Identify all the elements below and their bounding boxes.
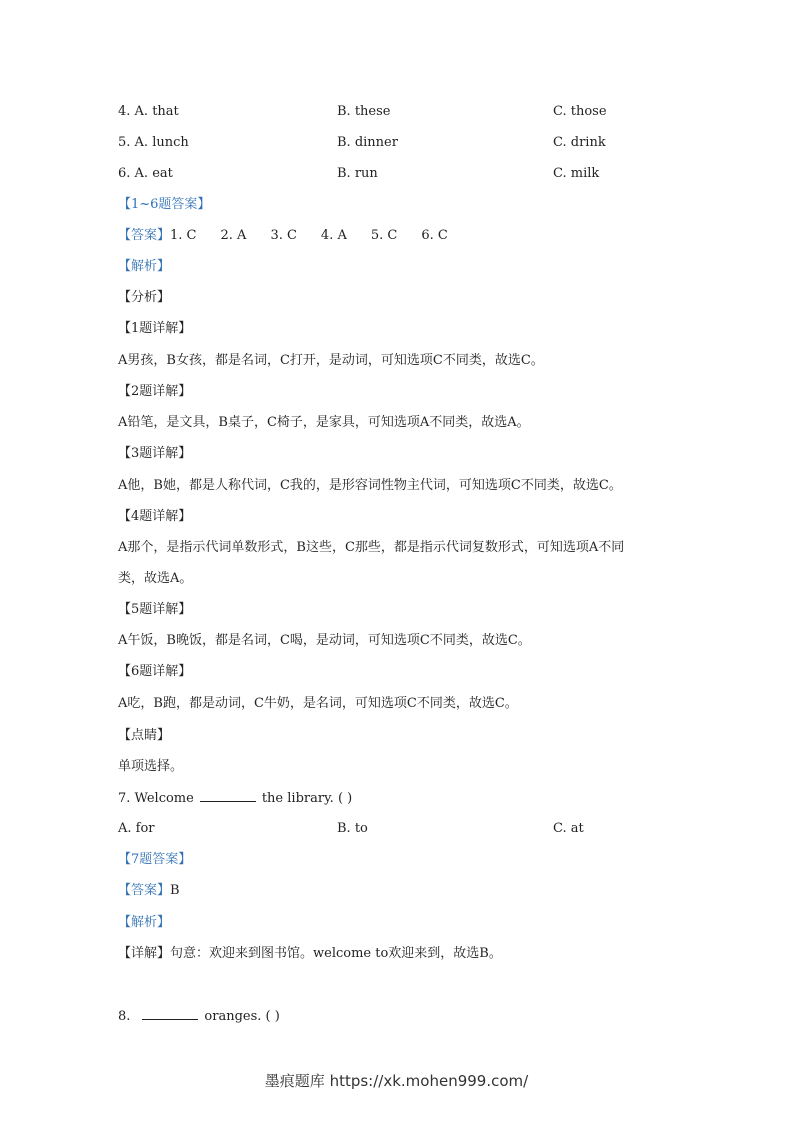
detail-3-text: A他，B她，都是人称代词，C我的，是形容词性物主代词，可知选项C不同类，故选C。 — [118, 478, 622, 493]
detail-5-title: 【5题详解】 — [118, 602, 192, 617]
q4-option-a: 4. A. that — [118, 104, 179, 119]
answer-item-3: 3. C — [270, 228, 297, 243]
q7-answer-header: 【7题答案】 — [118, 852, 192, 867]
q7-option-c: C. at — [553, 821, 584, 836]
q7-prefix: 7. Welcome — [118, 791, 194, 806]
q7-detail: 【详解】句意：欢迎来到图书馆。welcome to欢迎来到，故选B。 — [118, 946, 502, 961]
q4-option-b: B. these — [337, 104, 391, 119]
detail-2-text: A铅笔，是文具，B桌子，C椅子，是家具，可知选项A不同类，故选A。 — [118, 415, 530, 430]
q7-option-a: A. for — [118, 821, 155, 836]
q7-blank — [200, 789, 256, 802]
answer-label: 【答案】 — [118, 228, 171, 243]
q7-answer-label: 【答案】 — [118, 883, 171, 898]
fenxi-label: 【分析】 — [118, 290, 171, 305]
detail-2-title: 【2题详解】 — [118, 384, 192, 399]
detail-4-text-cont: 类，故选A。 — [118, 571, 193, 586]
dianjing-text: 单项选择。 — [118, 759, 184, 774]
q8-prefix: 8. — [118, 1009, 131, 1024]
q5-option-b: B. dinner — [337, 135, 398, 150]
q6-option-a: 6. A. eat — [118, 166, 173, 181]
q5-option-c: C. drink — [553, 135, 606, 150]
answers-1-6-header: 【1~6题答案】 — [118, 197, 211, 212]
detail-4-title: 【4题详解】 — [118, 509, 192, 524]
detail-1-title: 【1题详解】 — [118, 321, 192, 336]
detail-4-text: A那个，是指示代词单数形式，B这些，C那些，都是指示代词复数形式，可知选项A不同 — [118, 540, 625, 555]
q7-analysis-label: 【解析】 — [118, 915, 171, 930]
footer-watermark: 墨痕题库 https://xk.mohen999.com/ — [264, 1072, 529, 1090]
dianjing-label: 【点睛】 — [118, 728, 171, 743]
answer-item-5: 5. C — [370, 228, 398, 243]
detail-6-text: A吃，B跑，都是动词，C牛奶，是名词，可知选项C不同类，故选C。 — [118, 696, 518, 711]
q7-answer-line — [118, 882, 718, 900]
answer-item-6: 6. C — [421, 228, 448, 243]
q8-blank — [142, 1007, 198, 1020]
q6-option-b: B. run — [337, 166, 378, 181]
q4-option-c: C. those — [553, 104, 607, 119]
detail-6-title: 【6题详解】 — [118, 664, 192, 679]
question-7-stem — [118, 789, 718, 808]
detail-5-text: A午饭，B晚饭，都是名词，C喝，是动词，可知选项C不同类，故选C。 — [118, 633, 531, 648]
detail-3-title: 【3题详解】 — [118, 446, 192, 461]
answers-1-6-line — [118, 227, 718, 245]
detail-1-text: A男孩，B女孩，都是名词，C打开，是动词，可知选项C不同类，故选C。 — [118, 353, 544, 368]
answer-item-2: 2. A — [220, 228, 247, 243]
answer-item-1: 1. C — [170, 228, 197, 243]
q5-option-a: 5. A. lunch — [118, 135, 189, 150]
q6-option-c: C. milk — [553, 166, 600, 181]
q8-suffix: oranges. ( ) — [204, 1009, 280, 1024]
q7-suffix: the library. ( ) — [261, 791, 353, 806]
analysis-label: 【解析】 — [118, 259, 171, 274]
question-8-stem — [118, 1007, 718, 1026]
q7-answer-value: B — [170, 883, 180, 898]
q7-option-b: B. to — [337, 821, 368, 836]
answer-item-4: 4. A — [320, 228, 347, 243]
